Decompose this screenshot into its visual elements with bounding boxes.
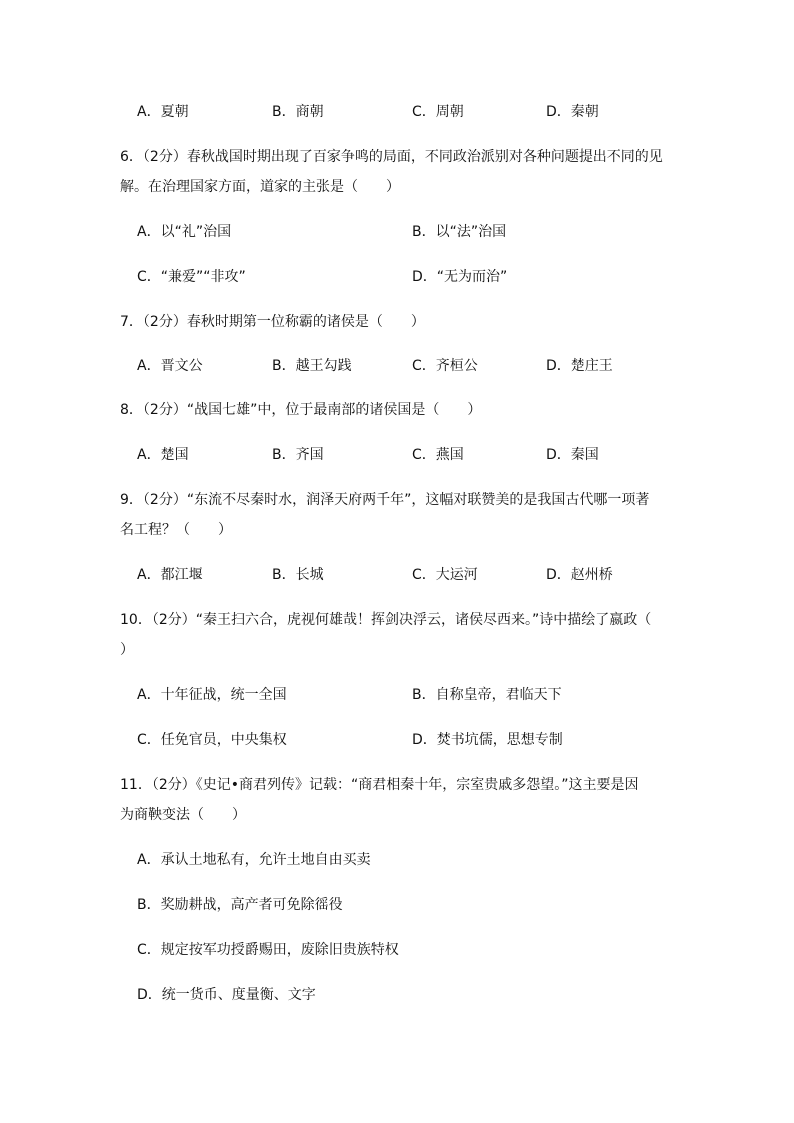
option-b: B．以“法”治国: [412, 224, 507, 240]
option-d: D．“无为而治”: [412, 269, 508, 285]
option-a: A．楚国: [137, 447, 189, 463]
option-c: C．齐桓公: [412, 358, 478, 374]
option-d: D．秦朝: [546, 104, 599, 120]
option-d: D．赵州桥: [546, 567, 613, 583]
option-c: C．燕国: [412, 447, 464, 463]
question-text-continued: 名工程？（ ）: [120, 522, 232, 538]
option-a: A．夏朝: [137, 104, 189, 120]
option-b: B．奖励耕战，高产者可免除徭役: [137, 897, 343, 913]
question-text-continued: 为商鞅变法（ ）: [120, 807, 246, 823]
option-b: B．自称皇帝，君临天下: [412, 687, 562, 703]
option-d: D．秦国: [546, 447, 599, 463]
option-d: D．焚书坑儒，思想专制: [412, 732, 563, 748]
option-c: C．“兼爱”“非攻”: [137, 269, 246, 285]
option-b: B．齐国: [272, 447, 324, 463]
question-text: 7．（2分）春秋时期第一位称霸的诸侯是（ ）: [120, 314, 425, 330]
question-text: 6．（2分）春秋战国时期出现了百家争鸣的局面，不同政治派别对各种问题提出不同的见: [120, 149, 663, 165]
option-a: A．以“礼”治国: [137, 224, 232, 240]
question-text: 9．（2分）“东流不尽秦时水，润泽天府两千年”，这幅对联赞美的是我国古代哪一项著: [120, 492, 650, 508]
question-text: 8．（2分）“战国七雄”中，位于最南部的诸侯国是（ ）: [120, 402, 482, 418]
option-b: B．长城: [272, 567, 324, 583]
option-a: A．晋文公: [137, 358, 203, 374]
option-b: B．越王勾践: [272, 358, 352, 374]
question-text-continued: ）: [120, 642, 134, 658]
option-c: C．任免官员，中央集权: [137, 732, 287, 748]
option-c: C．大运河: [412, 567, 478, 583]
option-d: D．楚庄王: [546, 358, 613, 374]
question-text: 10．（2分）“秦王扫六合，虎视何雄哉！挥剑决浮云，诸侯尽西来。”诗中描绘了嬴政（: [120, 612, 652, 628]
option-d: D．统一货币、度量衡、文字: [137, 987, 316, 1003]
question-text-continued: 解。在治理国家方面，道家的主张是（ ）: [120, 179, 400, 195]
option-b: B．商朝: [272, 104, 324, 120]
option-c: C．规定按军功授爵赐田，废除旧贵族特权: [137, 942, 399, 958]
question-text: 11．（2分）《史记•商君列传》记载：“商君相秦十年，宗室贵戚多怨望。”这主要是因: [120, 777, 639, 793]
option-a: A．都江堰: [137, 567, 203, 583]
option-c: C．周朝: [412, 104, 464, 120]
option-a: A．十年征战，统一全国: [137, 687, 287, 703]
option-a: A．承认土地私有，允许土地自由买卖: [137, 852, 371, 868]
